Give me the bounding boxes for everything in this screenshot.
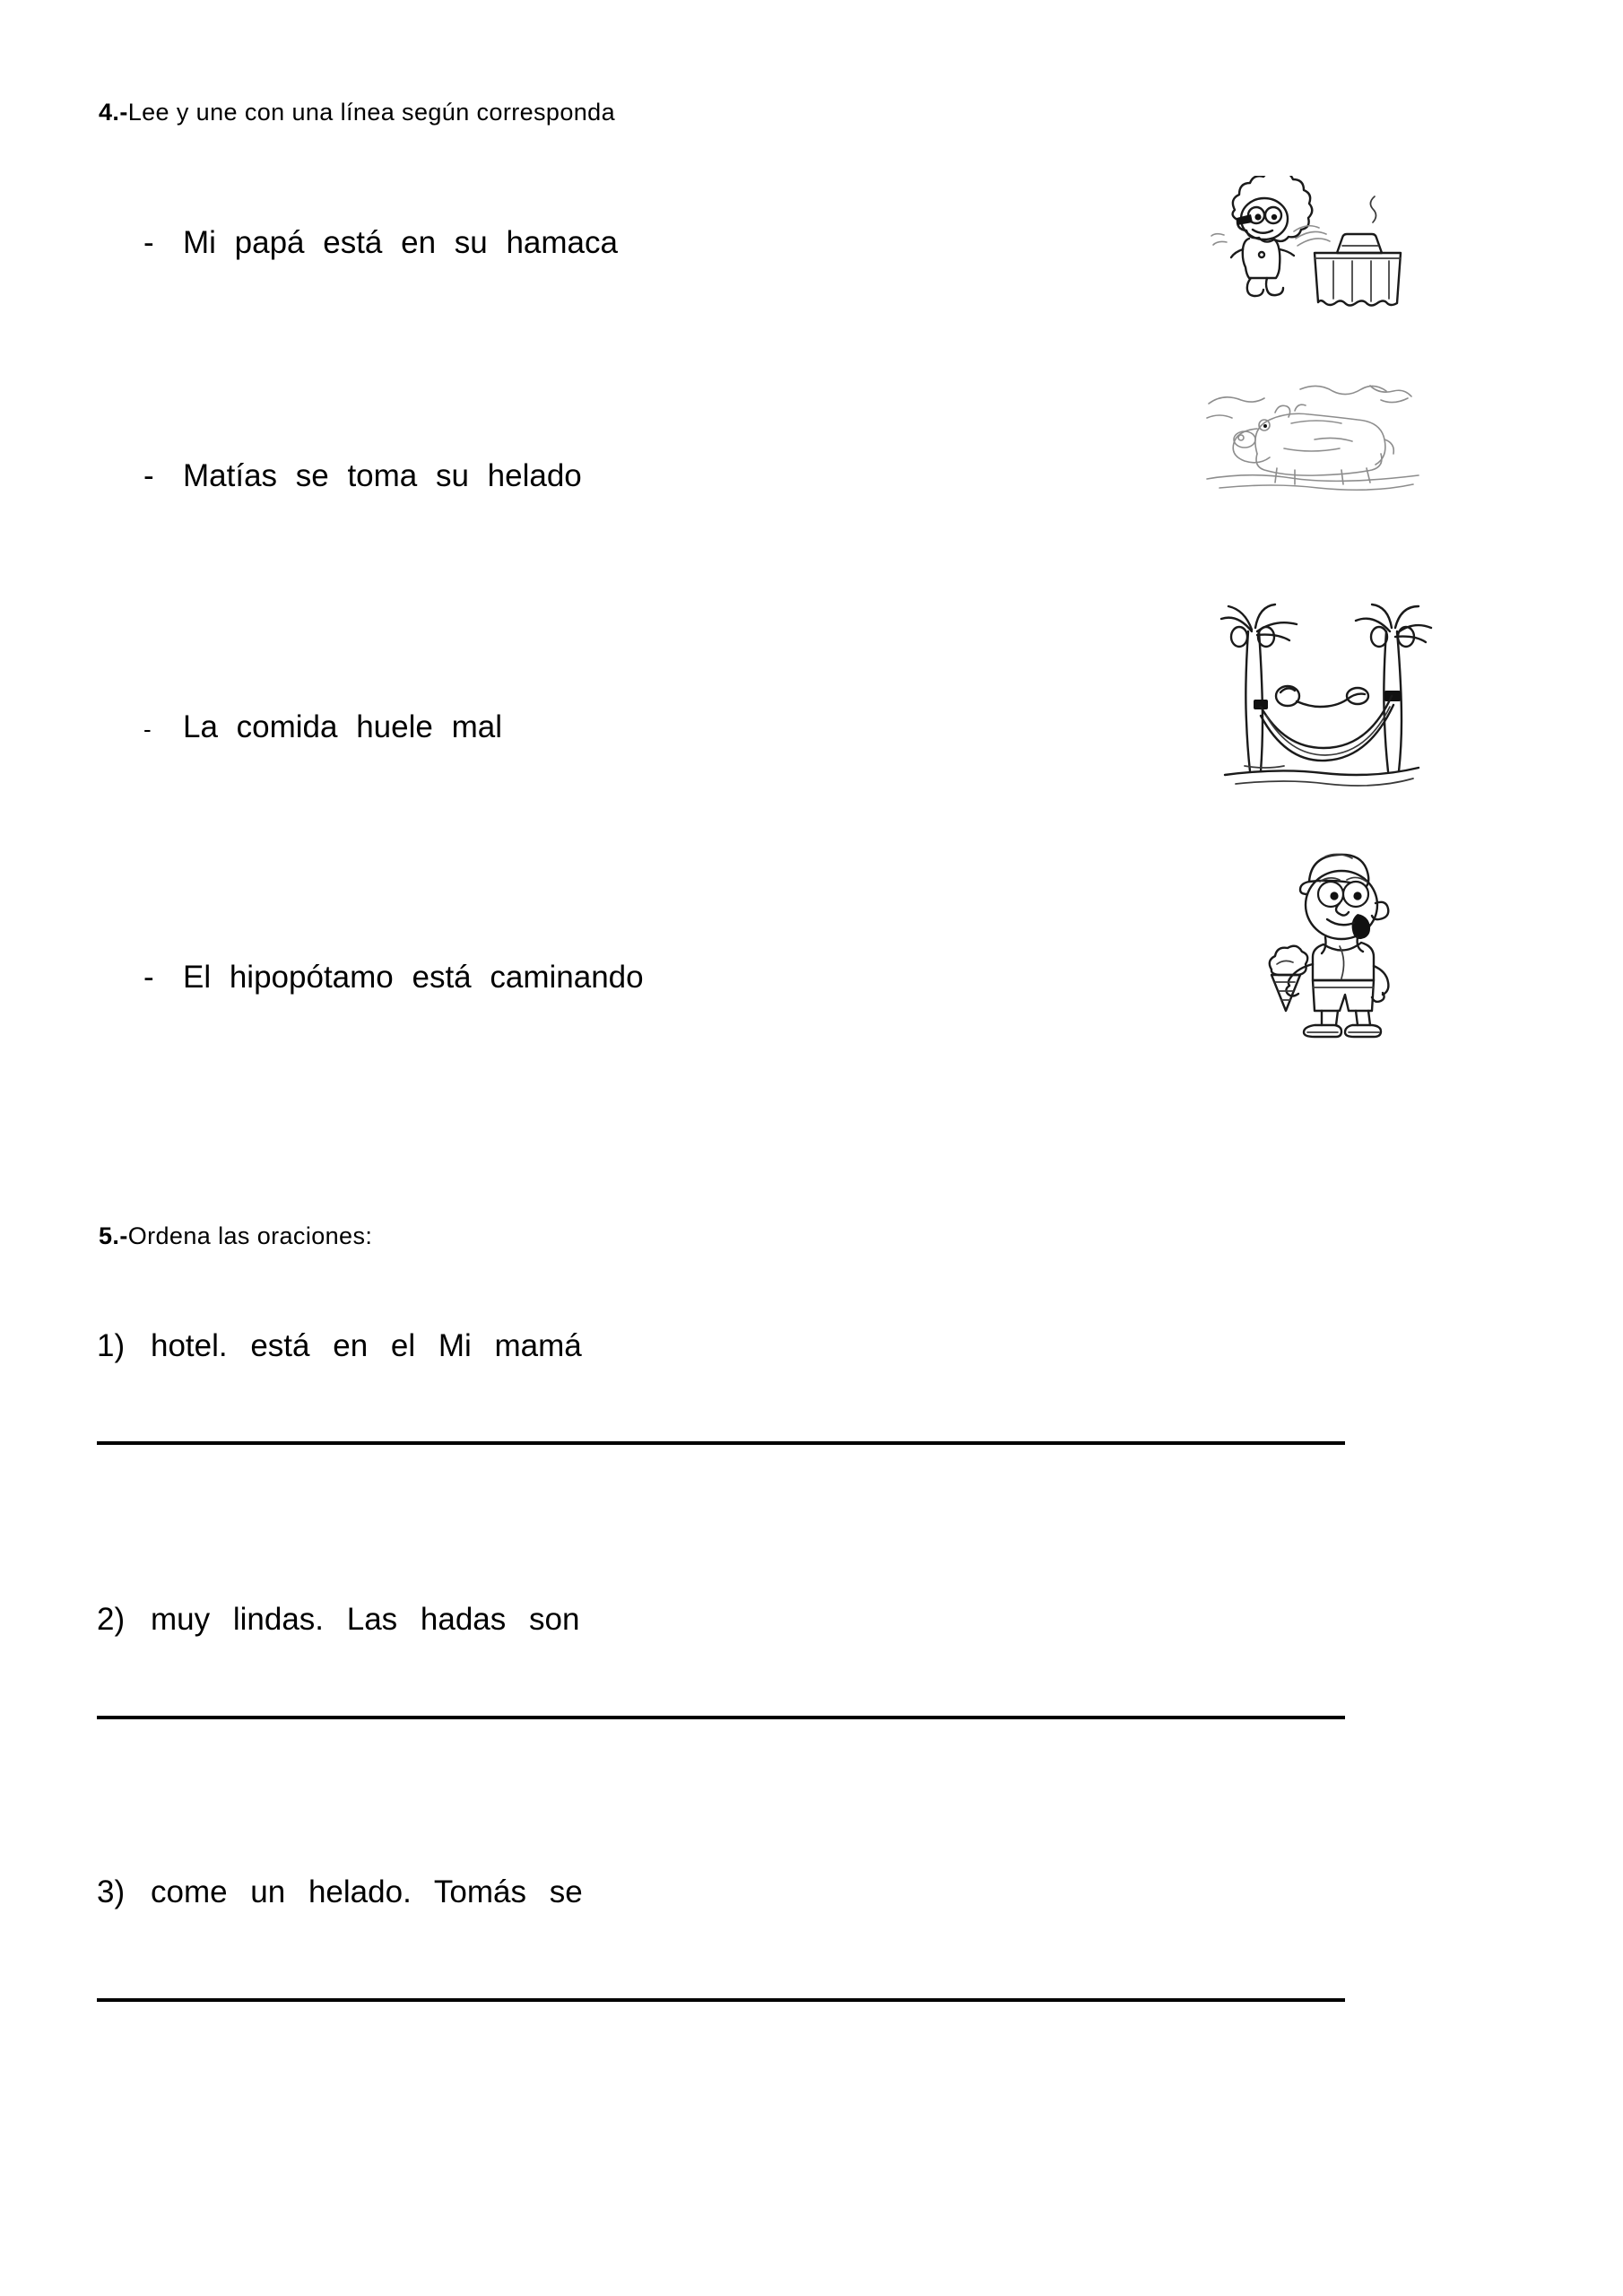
bullet-dash-icon: - <box>143 960 154 995</box>
match-sentence-2-text: Matías se toma su helado <box>183 458 582 493</box>
exercise-4-heading <box>99 100 615 125</box>
order-sentence-1-text: hotel. está en el Mi mamá <box>151 1328 582 1363</box>
order-sentence-2 <box>97 1604 579 1635</box>
order-sentence-3 <box>97 1876 583 1908</box>
order-sentence-2-text: muy lindas. Las hadas son <box>151 1602 580 1637</box>
order-sentence-1-marker: 1) <box>97 1328 126 1363</box>
illustration-person-in-hammock[interactable] <box>1209 581 1433 796</box>
order-sentence-3-text: come un helado. Tomás se <box>151 1874 583 1909</box>
order-sentence-3-marker: 3) <box>97 1874 126 1909</box>
illustration-boy-with-ice-cream[interactable] <box>1263 839 1428 1040</box>
answer-line-1[interactable] <box>97 1441 1345 1445</box>
illustration-hippopotamus-walking[interactable] <box>1202 375 1426 496</box>
exercise-5-number: 5.- <box>99 1222 128 1249</box>
answer-line-3[interactable] <box>97 1998 1345 2002</box>
order-sentence-1 <box>97 1330 582 1361</box>
match-sentence-4[interactable] <box>143 961 644 993</box>
exercise-4-instruction: Lee y une con una línea según corresponda <box>127 99 616 126</box>
illustration-child-smelling-bad-food[interactable] <box>1197 176 1421 324</box>
bullet-dash-icon: - <box>143 225 154 260</box>
exercise-5-heading <box>99 1224 372 1248</box>
answer-line-2[interactable] <box>97 1716 1345 1719</box>
match-sentence-2[interactable] <box>143 460 582 491</box>
match-sentence-1-text: Mi papá está en su hamaca <box>183 225 618 260</box>
exercise-4-number: 4.- <box>99 99 128 126</box>
bullet-dash-icon: - <box>143 716 152 743</box>
order-sentence-2-marker: 2) <box>97 1602 126 1637</box>
match-sentence-4-text: El hipopótamo está caminando <box>183 960 644 995</box>
match-sentence-3-text: La comida huele mal <box>183 709 502 744</box>
bullet-dash-icon: - <box>143 458 154 493</box>
match-sentence-3[interactable] <box>143 711 502 743</box>
exercise-5-instruction: Ordena las oraciones: <box>127 1222 373 1249</box>
match-sentence-1[interactable] <box>143 227 618 258</box>
